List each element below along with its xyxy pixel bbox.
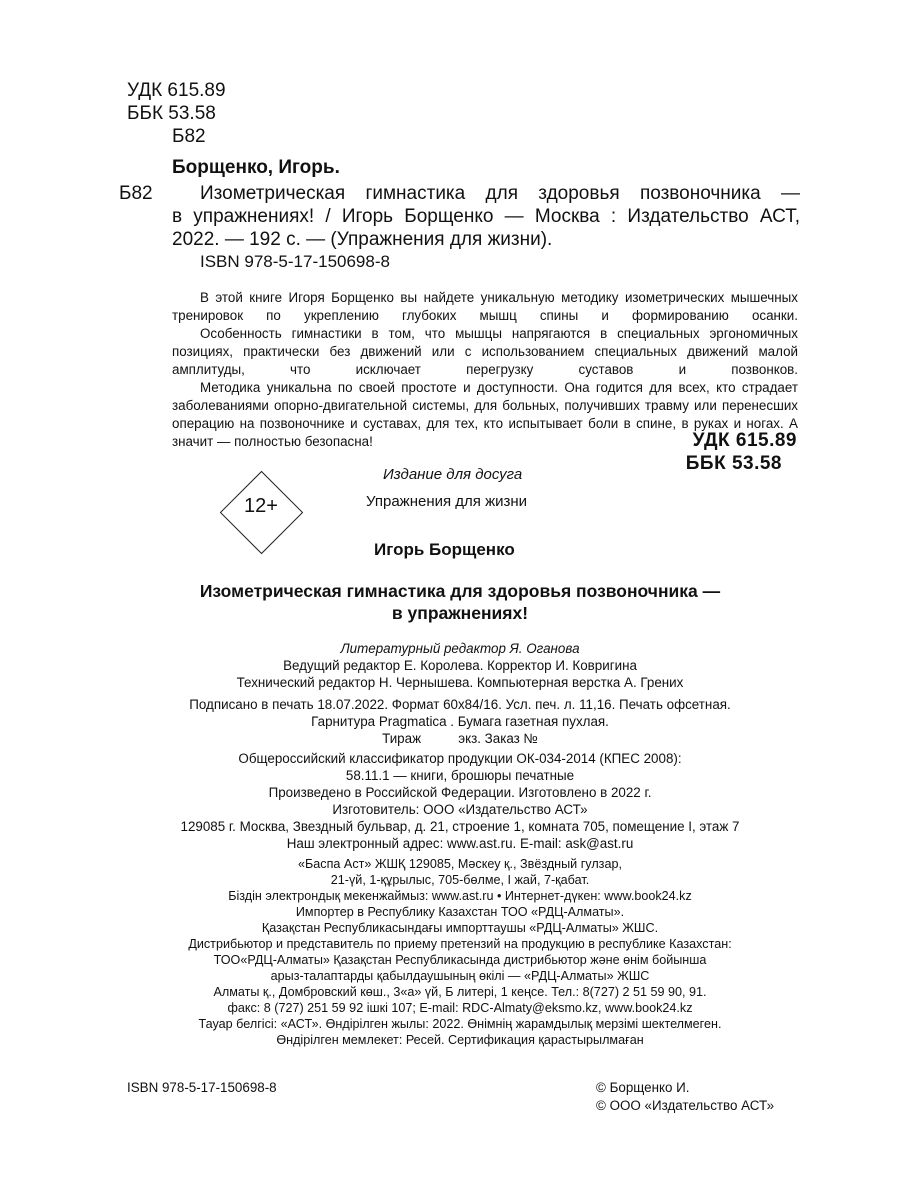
udk-code: УДК 615.89 <box>127 80 226 101</box>
imprint-okp-1: Общероссийский классификатор продукции ОК-034-2014 (КПЕС 2008): <box>238 751 682 766</box>
book-title-line-1: Изометрическая гимнастика для здоровья позвоночника — <box>199 581 721 601</box>
kz-line-12: Өндірілген мемлекет: Ресей. Сертификация қарастырылмаған <box>276 1033 644 1047</box>
annotation-paragraph-1: В этой книге Игоря Борщенко вы найдете уникальную методику изометрических мышечных тренировок по укреплению глубоких мышц спины и формированию осанки. <box>172 290 798 323</box>
kz-line-4: Импортер в Республику Казахстан ТОО «РДЦ-Алматы». <box>295 905 625 919</box>
imprint-signed: Подписано в печать 18.07.2022. Формат 60х84/16. Усл. печ. л. 11,16. Печать офсетная. <box>189 697 731 712</box>
imprint-okp-2: 58.11.1 — книги, брошюры печатные <box>345 768 575 783</box>
kz-line-10: факс: 8 (727) 251 59 92 ішкі 107; E-mail: RDC-Almaty@eksmo.kz, www.book24.kz <box>227 1001 693 1015</box>
footer-isbn: ISBN 978-5-17-150698-8 <box>127 1080 277 1095</box>
imprint-maker: Изготовитель: ООО «Издательство АСТ» <box>332 802 588 817</box>
biblio-line-2: в упражнениях! / Игорь Борщенко — Москва : Издательство АСТ, <box>172 206 800 227</box>
credit-tech-editor: Технический редактор Н. Чернышева. Компьютерная верстка А. Грених <box>236 675 684 690</box>
copyright-publisher: © ООО «Издательство АСТ» <box>596 1098 775 1113</box>
bbk-code: ББК 53.58 <box>127 103 216 124</box>
annotation-paragraph-3: Методика уникальна по своей простоте и доступности. Она годится для всех, кто страдает заболеваниями опорно-двигательной системы, для больных, получивших травму или перенесших операцию на позвоночнике и суставах, для тех, кто испытывает боли в спине, в руках и ногах. А значит — полностью безопасна! <box>172 380 798 449</box>
biblio-line-1: Изометрическая гимнастика для здоровья позвоночника — <box>200 183 800 204</box>
book-title <box>100 580 820 624</box>
biblio-line-3: 2022. — 192 с. — (Упражнения для жизни). <box>172 229 553 250</box>
copyright-author: © Борщенко И. <box>596 1080 690 1095</box>
edition-type: Издание для досуга <box>383 466 523 483</box>
annotation <box>172 289 798 451</box>
credit-lit-editor: Литературный редактор Я. Оганова <box>340 641 580 656</box>
series-name: Упражнения для жизни <box>366 493 528 510</box>
kz-line-5: Қазақстан Республикасындағы импорттаушы «РДЦ-Алматы» ЖШС. <box>261 921 659 935</box>
kz-line-6: Дистрибьютор и представитель по приему претензий на продукцию в республике Казахстан: <box>188 937 732 951</box>
kz-line-3: Біздін электрондық мекенжаймыз: www.ast.ru • Интернет-дүкен: www.book24.kz <box>228 889 692 903</box>
biblio-isbn: ISBN 978-5-17-150698-8 <box>200 252 390 271</box>
imprint-address: 129085 г. Москва, Звездный бульвар, д. 21, строение 1, комната 705, помещение I, этаж 7 <box>180 819 740 834</box>
annotation-paragraph-2: Особенность гимнастики в том, что мышцы напрягаются в специальных эргономичных позициях, практически без движений или с использованием специальных движений малой амплитуды, что исключает перегрузку суставов и позвонков. <box>172 326 798 377</box>
imprint-made: Произведено в Российской Федерации. Изготовлено в 2022 г. <box>268 785 652 800</box>
author-name: Игорь Борщенко <box>374 540 515 559</box>
imprint-run: Тираж экз. Заказ № <box>382 731 538 746</box>
kz-line-8: арыз-талаптарды қабылдаушының өкілі — «РДЦ-Алматы» ЖШС <box>270 969 650 983</box>
kz-line-11: Тауар белгісі: «АСТ». Өндірілген жылы: 2022. Өнімнің жарамдылық мерзімі шектелмеген. <box>198 1017 722 1031</box>
kz-line-7: ТОО«РДЦ-Алматы» Қазақстан Республикасында дистрибьютор және өнім бойынша <box>213 953 707 967</box>
imprint-typeface: Гарнитура Pragmatica . Бумага газетная пухлая. <box>311 714 609 729</box>
biblio-sign: Б82 <box>119 183 153 204</box>
kz-line-2: 21-үй, 1-құрылыс, 705-бөлме, I жай, 7-қабат. <box>330 873 590 887</box>
book-title-line-2: в упражнениях! <box>391 603 529 623</box>
udk-code-bold: УДК 615.89 <box>692 430 797 451</box>
author-sign: Б82 <box>172 126 206 147</box>
credit-lead-editor: Ведущий редактор Е. Королева. Корректор И. Ковригина <box>283 658 637 673</box>
bbk-code-bold: ББК 53.58 <box>685 453 782 474</box>
imprint-email: Наш электронный адрес: www.ast.ru. E-mail: ask@ast.ru <box>286 836 634 851</box>
kz-line-9: Алматы қ., Домбровский көш., 3«а» үй, Б литері, 1 кеңсе. Тел.: 8(727) 2 51 59 90, 91. <box>213 985 707 999</box>
kz-line-1: «Баспа Аст» ЖШҚ 129085, Мәскеу қ., Звёздный гулзар, <box>298 857 622 871</box>
age-rating: 12+ <box>244 495 278 517</box>
biblio-author: Борщенко, Игорь. <box>172 157 340 178</box>
